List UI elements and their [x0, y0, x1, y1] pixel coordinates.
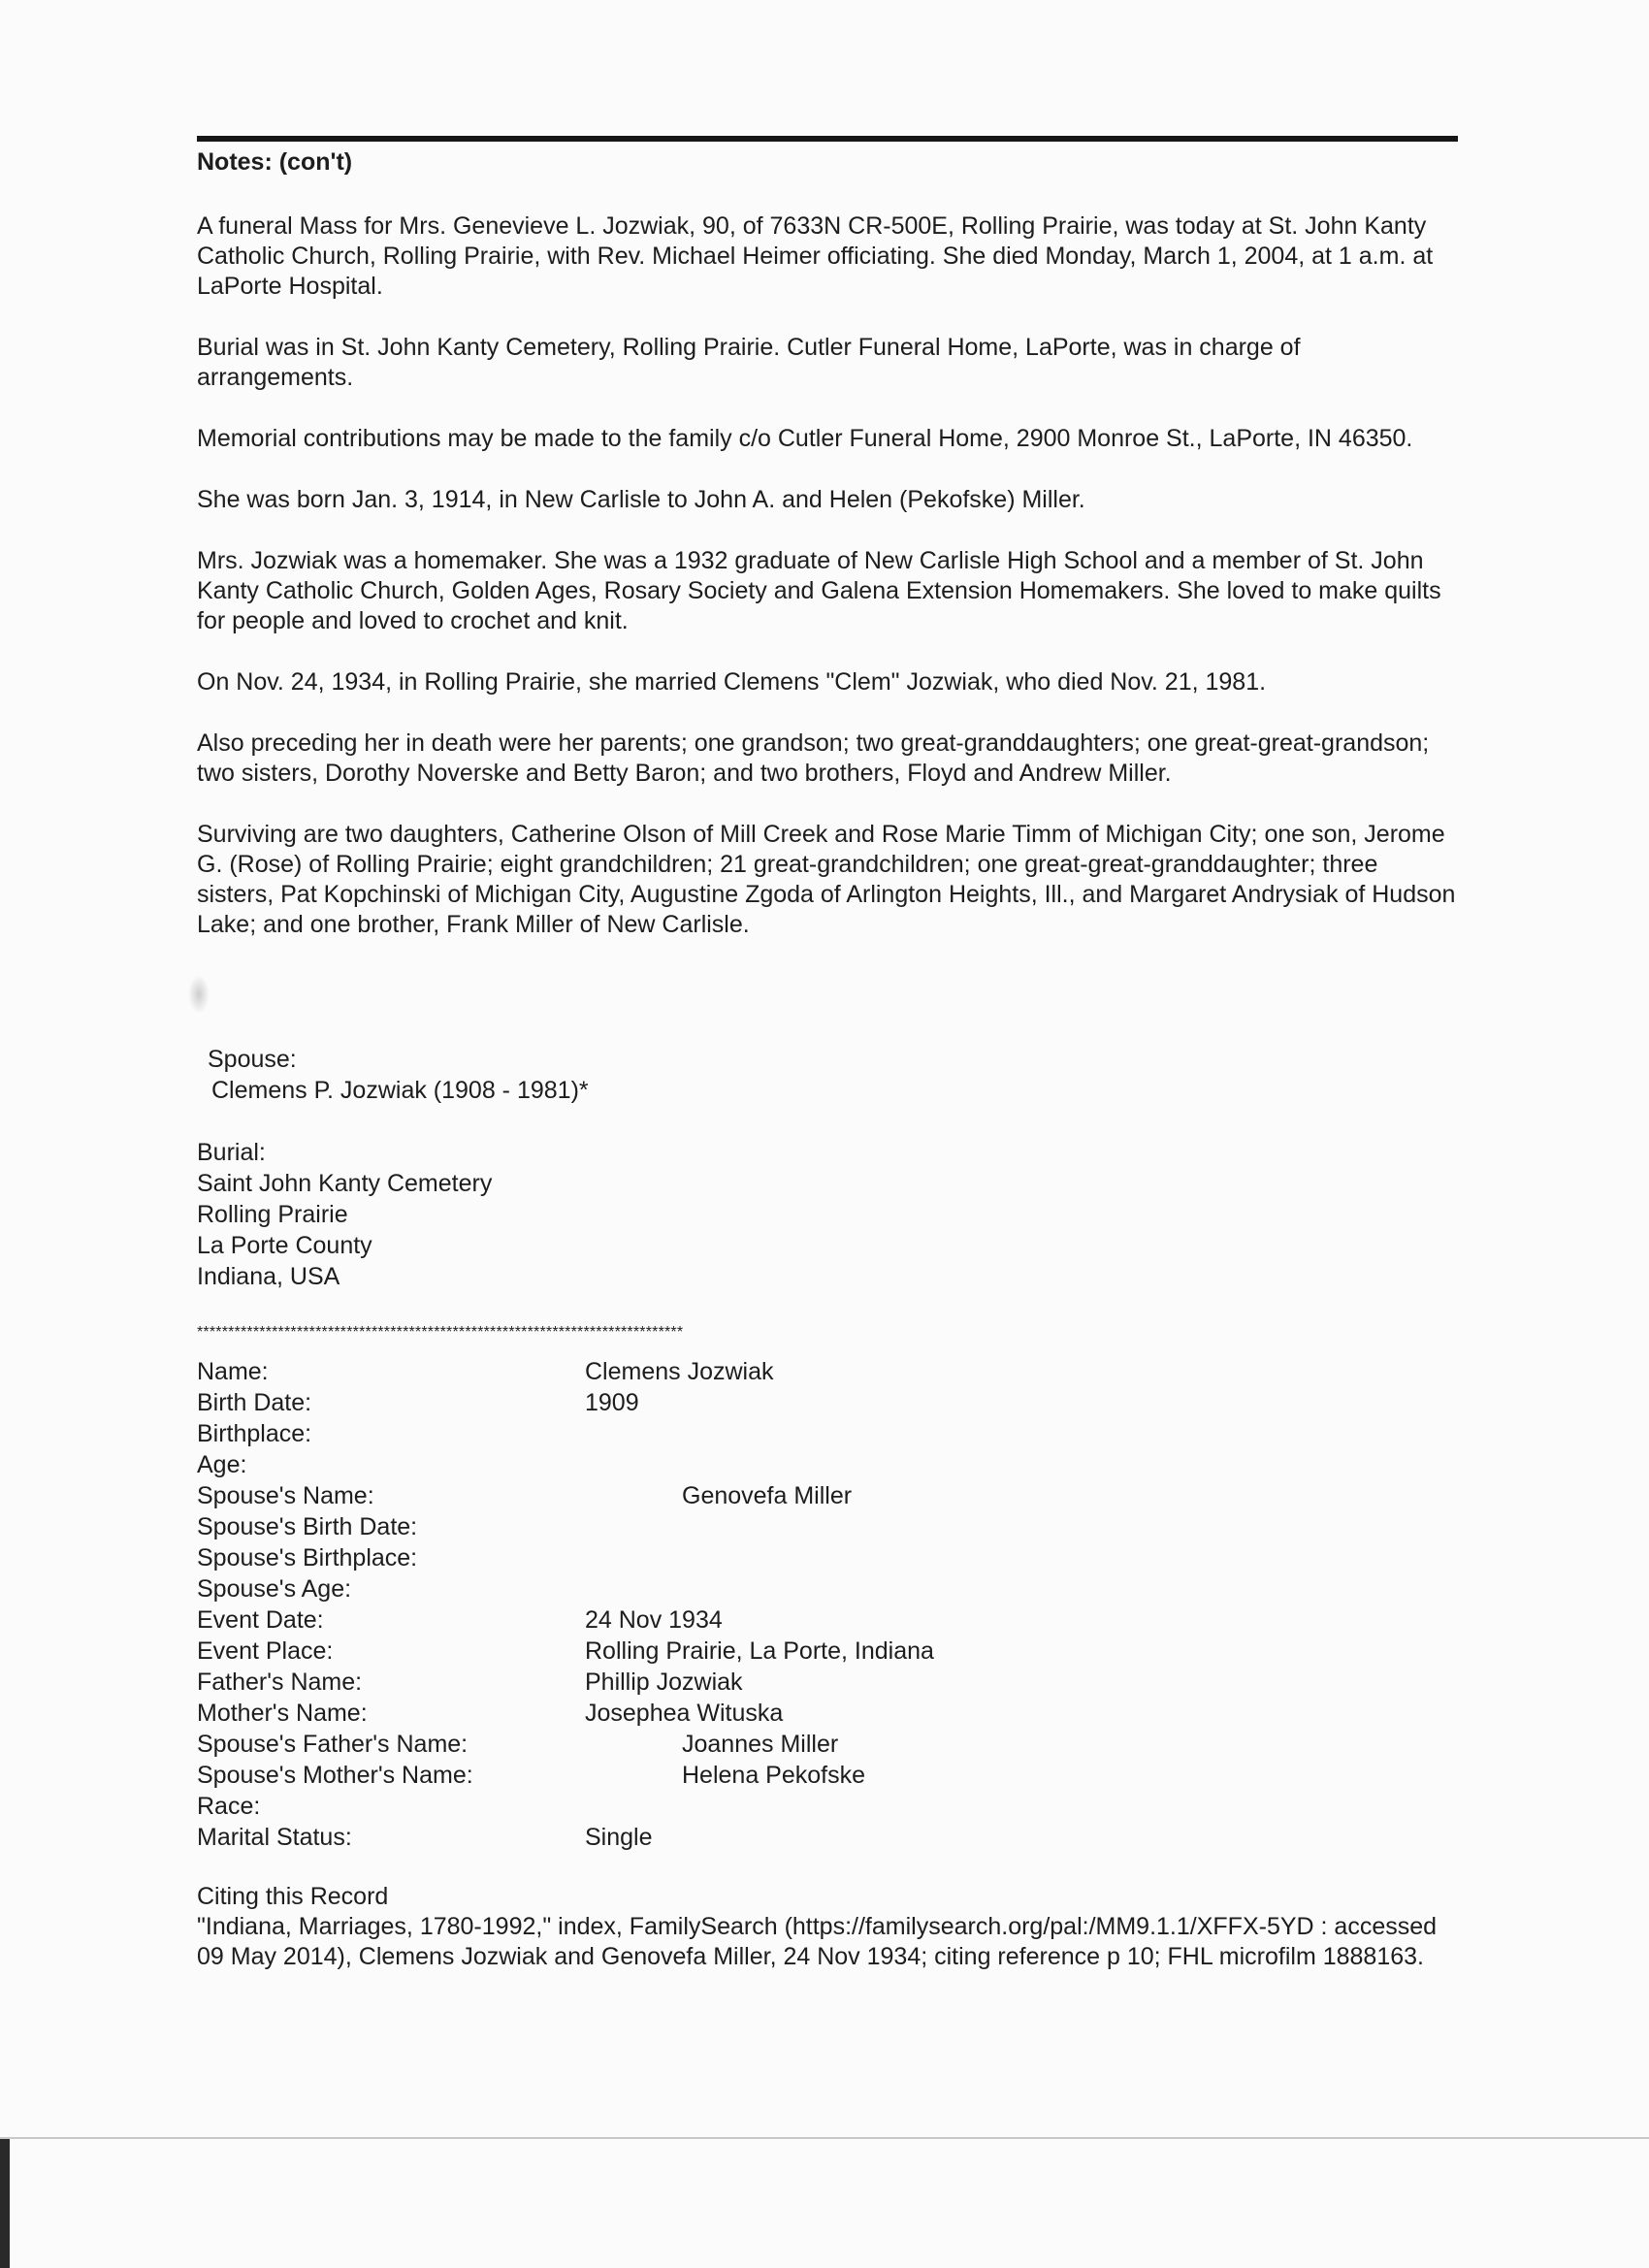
- burial-block: [197, 1137, 492, 1292]
- record-row: [197, 1760, 1458, 1791]
- obituary-paragraph: Also preceding her in death were her parents; one grandson; two great-granddaughters; one great-great-grandson; two sisters, Dorothy Noverske and Betty Baron; and two brothers, Floyd and Andrew Miller.: [197, 729, 1430, 787]
- record-label: Spouse's Age:: [197, 1575, 352, 1603]
- record-value: Clemens Jozwiak: [585, 1358, 774, 1385]
- record-label: Birthplace:: [197, 1420, 312, 1447]
- record-row: [197, 1449, 1458, 1480]
- record-label: Event Date:: [197, 1606, 324, 1634]
- obituary-paragraph: She was born Jan. 3, 1914, in New Carlisle to John A. and Helen (Pekofske) Miller.: [197, 486, 1085, 513]
- scan-edge-line: [0, 2137, 1649, 2139]
- record-value: Joannes Miller: [682, 1731, 839, 1758]
- record-label: Race:: [197, 1793, 261, 1820]
- record-value: 1909: [585, 1389, 639, 1416]
- scan-smudge: [188, 975, 210, 1014]
- spouse-label: Spouse:: [208, 1046, 297, 1073]
- record-label: Spouse's Birth Date:: [197, 1513, 418, 1540]
- record-label: Father's Name:: [197, 1669, 363, 1696]
- spouse-value: Clemens P. Jozwiak (1908 - 1981)*: [211, 1077, 589, 1104]
- record-label: Marital Status:: [197, 1824, 352, 1851]
- notes-heading: Notes: (con't): [197, 148, 353, 176]
- obituary-paragraph: A funeral Mass for Mrs. Genevieve L. Jozwiak, 90, of 7633N CR-500E, Rolling Prairie, was today at St. John Kanty Catholic Church, Rolling Prairie, with Rev. Michael Heimer officiating. She died Monday, March 1, 2004, at 1 a.m. at LaPorte Hospital.: [197, 212, 1434, 300]
- record-row: [197, 1542, 1458, 1573]
- record-row: [197, 1387, 1458, 1418]
- burial-line: La Porte County: [197, 1232, 372, 1259]
- record-value: Helena Pekofske: [682, 1762, 866, 1789]
- burial-line: Indiana, USA: [197, 1263, 340, 1290]
- top-rule: [197, 136, 1458, 142]
- burial-line: Saint John Kanty Cemetery: [197, 1170, 493, 1197]
- record-value: Phillip Jozwiak: [585, 1669, 743, 1696]
- record-value: Rolling Prairie, La Porte, Indiana: [585, 1637, 934, 1665]
- notes-body: [197, 211, 1458, 971]
- record-row: [197, 1511, 1458, 1542]
- citation-heading: Citing this Record: [197, 1883, 389, 1910]
- obituary-paragraph: On Nov. 24, 1934, in Rolling Prairie, she married Clemens "Clem" Jozwiak, who died Nov. 21, 1981.: [197, 668, 1267, 696]
- marriage-record: [197, 1356, 1458, 1853]
- record-label: Age:: [197, 1451, 247, 1478]
- burial-label: Burial:: [197, 1139, 266, 1166]
- record-label: Spouse's Name:: [197, 1482, 374, 1509]
- record-label: Spouse's Mother's Name:: [197, 1762, 473, 1789]
- record-label: Birth Date:: [197, 1389, 312, 1416]
- record-row: [197, 1356, 1458, 1387]
- record-row: [197, 1822, 1458, 1853]
- record-label: Mother's Name:: [197, 1700, 368, 1727]
- record-label: Name:: [197, 1358, 269, 1385]
- citation-text: "Indiana, Marriages, 1780-1992," index, FamilySearch (https://familysearch.org/pal:/MM9.1.1/XFFX-5YD : accessed 09 May 2014), Clemens Jozwiak and Genovefa Miller, 24 Nov 1934; citing reference p 10; FHL microfilm 1888163.: [197, 1913, 1438, 1970]
- record-row: [197, 1791, 1458, 1822]
- record-value: Single: [585, 1824, 653, 1851]
- record-value: Genovefa Miller: [682, 1482, 853, 1509]
- record-row: [197, 1636, 1458, 1667]
- record-row: [197, 1604, 1458, 1636]
- record-row: [197, 1573, 1458, 1604]
- burial-line: Rolling Prairie: [197, 1201, 348, 1228]
- obituary-paragraph: Surviving are two daughters, Catherine Olson of Mill Creek and Rose Marie Timm of Michigan City; one son, Jerome G. (Rose) of Rolling Prairie; eight grandchildren; 21 great-grandchildren; one great-great-granddaughter; three sisters, Pat Kopchinski of Michigan City, Augustine Zgoda of Arlington Heights, Ill., and Margaret Andrysiak of Hudson Lake; and one brother, Frank Miller of New Carlisle.: [197, 821, 1456, 938]
- record-row: [197, 1729, 1458, 1760]
- spouse-block: [208, 1044, 589, 1106]
- obituary-paragraph: Mrs. Jozwiak was a homemaker. She was a 1932 graduate of New Carlisle High School and a member of St. John Kanty Catholic Church, Golden Ages, Rosary Society and Galena Extension Homemakers. She loved to make quilts for people and loved to crochet and knit.: [197, 547, 1441, 634]
- record-row: [197, 1698, 1458, 1729]
- citation-block: [197, 1882, 1458, 1972]
- record-label: Spouse's Birthplace:: [197, 1544, 418, 1571]
- obituary-paragraph: Burial was in St. John Kanty Cemetery, Rolling Prairie. Cutler Funeral Home, LaPorte, was in charge of arrangements.: [197, 334, 1301, 391]
- obituary-paragraph: Memorial contributions may be made to the family c/o Cutler Funeral Home, 2900 Monroe St., LaPorte, IN 46350.: [197, 425, 1413, 452]
- record-label: Spouse's Father's Name:: [197, 1731, 469, 1758]
- asterisk-separator: ******************************************************************************: [197, 1324, 684, 1341]
- record-label: Event Place:: [197, 1637, 334, 1665]
- record-row: [197, 1667, 1458, 1698]
- record-row: [197, 1418, 1458, 1449]
- scan-edge-bar: [0, 2139, 10, 2268]
- record-value: Josephea Wituska: [585, 1700, 784, 1727]
- record-value: 24 Nov 1934: [585, 1606, 723, 1634]
- record-row: [197, 1480, 1458, 1511]
